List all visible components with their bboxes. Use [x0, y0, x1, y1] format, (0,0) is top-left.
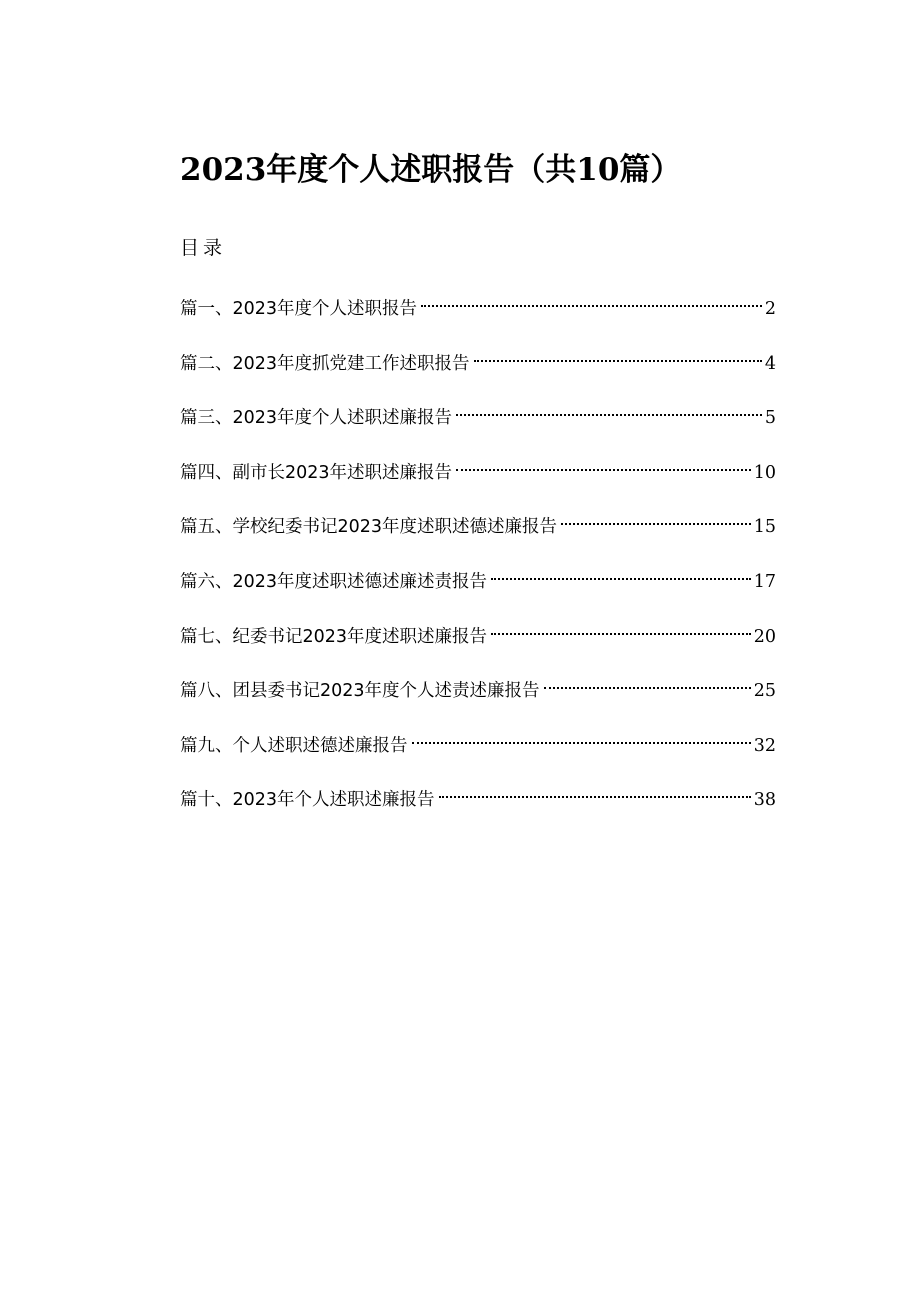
toc-entry[interactable]	[180, 339, 776, 394]
toc-entry[interactable]	[180, 666, 776, 721]
toc-entry-label: 篇三、2023年度个人述职述廉报告	[180, 408, 453, 429]
toc-dot-leader	[456, 393, 762, 423]
toc-entry-label: 篇九、个人述职述德述廉报告	[180, 735, 408, 756]
toc-entry-label: 篇五、学校纪委书记2023年度述职述德述廉报告	[180, 517, 558, 538]
toc-entry[interactable]	[180, 612, 776, 667]
toc-page-number: 32	[753, 735, 776, 756]
toc-page-number: 2	[764, 299, 776, 319]
toc-heading: 目录	[180, 237, 227, 259]
toc-entry[interactable]	[180, 721, 776, 776]
toc-page-number: 5	[764, 408, 776, 429]
toc-entry[interactable]	[180, 448, 776, 503]
toc-entry-label: 篇七、纪委书记2023年度述职述廉报告	[180, 626, 488, 647]
toc-entry-label: 篇一、2023年度个人述职报告	[180, 299, 418, 319]
toc-entry[interactable]	[180, 502, 776, 557]
toc-entry-label: 篇八、团县委书记2023年度个人述责述廉报告	[180, 681, 540, 702]
toc-entry[interactable]	[180, 393, 776, 448]
toc-dot-leader	[474, 339, 762, 369]
toc-dot-leader	[439, 775, 751, 805]
toc-page-number: 38	[753, 790, 776, 811]
toc-entry[interactable]	[180, 557, 776, 612]
toc-dot-leader	[561, 502, 751, 532]
toc-dot-leader	[421, 284, 762, 314]
toc-page-number: 4	[764, 353, 776, 374]
document-title: 2023年度个人述职报告（共10篇）	[180, 152, 682, 188]
toc-page-number: 15	[753, 517, 776, 538]
toc-dot-leader	[456, 448, 751, 478]
toc-entry[interactable]	[180, 775, 776, 830]
toc-entry-label: 篇二、2023年度抓党建工作述职报告	[180, 353, 470, 374]
toc-page-number: 25	[753, 681, 776, 702]
toc-entry-label: 篇四、副市长2023年述职述廉报告	[180, 462, 453, 483]
toc-page-number: 10	[753, 462, 776, 483]
toc-dot-leader	[544, 666, 751, 696]
toc-page-number: 17	[753, 571, 776, 592]
toc-entry-label: 篇十、2023年个人述职述廉报告	[180, 790, 435, 811]
table-of-contents	[180, 284, 776, 830]
toc-dot-leader	[491, 612, 751, 642]
toc-page-number: 20	[753, 626, 776, 647]
toc-dot-leader	[412, 721, 751, 751]
toc-dot-leader	[491, 557, 751, 587]
toc-entry-label: 篇六、2023年度述职述德述廉述责报告	[180, 571, 488, 592]
toc-entry[interactable]	[180, 284, 776, 339]
